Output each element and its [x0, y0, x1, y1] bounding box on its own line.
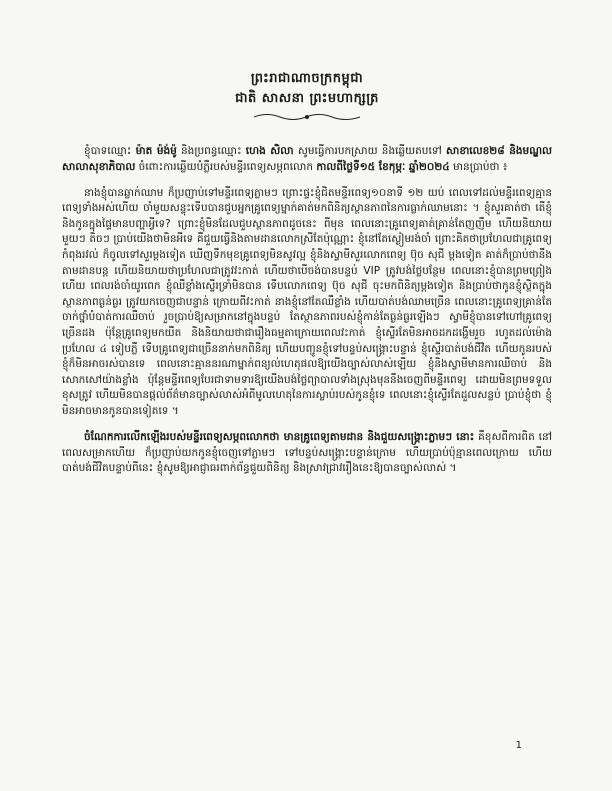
paragraph-2-text: គឺខុសពីការពិត នៅពេលសម្រាកហើយ ក៏ប្រញាប់យកកូនខ្ញុំចេញទៅភ្លាមៗ ទៅបន្ទប់សង្គ្រោះបន្ទាន់ក្រោម ហើយប្រាប់ប៉ុន្មានពេលក្រោយ ហើយបាត់បង់ជីវិតបន្ទាប់ពីនេះ ខ្ញុំសូមឱ្យអាជ្ញាធរពាក់ព័ន្ធជួយពិនិត្យ និងស្រាវជ្រាវរឿងនេះឱ្យបានច្បាស់លាស់ ។ — [62, 431, 552, 475]
page-number: 1 — [515, 740, 522, 751]
intro-lead: ខ្ញុំបាទឈ្មោះ — [84, 145, 132, 157]
spouse-name: ហេង សិលា — [245, 145, 294, 157]
intro-and-spouse: និងប្រពន្ធឈ្មោះ — [181, 145, 242, 157]
intro-paragraph — [62, 144, 552, 175]
intro-regarding: ចំពោះការឆ្លើយបំភ្លឺរបស់មន្ទីរពេទ្យសម្ភពលោក — [138, 160, 314, 173]
body-paragraph-2 — [62, 430, 552, 477]
paragraph-2-heading: ចំណែកការលើកឡើងរបស់មន្ទីរពេទ្យសម្ភពលោកថា មានគ្រូពេទ្យតាមដាន និងជួយសង្គ្រោះភ្លាមៗ នោះ — [84, 431, 475, 444]
kingdom-title: ព្រះរាជាណាចក្រកម្ពុជា — [250, 71, 364, 86]
document-header — [62, 70, 552, 122]
statement-date: កាលពីថ្ងៃទី១៥ ខែកុម្ភៈ ឆ្នាំ២០២៤ — [316, 160, 450, 173]
intro-request: សូមធ្វើការបកស្រាយ និងឆ្លើយតបទៅ — [297, 145, 442, 157]
national-motto: ជាតិ សាសនា ព្រះមហាក្សត្រ — [235, 91, 379, 106]
hospital-name: សាខាលេខ២៨ និងមណ្ឌលសាលាសុខាភិបាល — [62, 145, 553, 173]
ornament-divider-icon — [252, 112, 362, 122]
complainant-name: ម៉ាត ម៉ង់ម៉ូ — [135, 145, 177, 157]
intro-closing: មានប្រាប់ថា ៖ — [453, 160, 508, 173]
body-paragraph-1: នាងខ្ញុំបានឆ្លាក់ឈាម ក៏ប្រញាប់ទៅមន្ទីរពេទ្យភ្លាមៗ ព្រោះផ្ទះខ្ញុំជិតមន្ទីរពេទ្យ១០នាទី ១២ យប់ ពេលទៅដល់មន្ទីរពេទ្យគ្មានពេទ្យទាំងអស់ហើយ ចាំមួយសន្ទុះទើបបានជួបអ្នកគ្រូពេទ្យម្នាក់គាត់មកពិនិត្យស្ថានភាពនៃការធ្លាក់ឈាមនោះ ។ ខ្ញុំសួរគាត់ថា តើខ្ញុំនិងកូនក្នុងផ្ទៃមានបញ្ហាអ្វីទេ? ព្រោះខ្ញុំមិនដែលជួបស្ថានភាពដូចនេះ ពីមុន ពេលនោះគ្រូពេទ្យគាត់គ្រាន់តែញញឹម ហើយនិយាយមួយៗ តិចៗ ប្រាប់យើងថាមិនអីទេ គឺជួយធ្វើនិងតាមដានលោកស្រីតែប៉ុណ្ណោះ ខ្ញុំនៅតែស្ងៀមរង់ចាំ ព្រោះគិតថាប្រហែលជាគ្រូពេទ្យកំពុងរវល់ ក៏ចូលទៅសួរម្ដងទៀត ឃើញទឹកមុខគ្រូពេទ្យមិនសូវល្អ ខ្ញុំនិងស្វាមីសួរលោកពេទ្យ ប៊ុច សុជី ម្តងទៀត គាត់ក៏ប្រាប់ថានឹងតាមដានបន្ត ហើយនិយាយថាប្រហែលជាត្រូវវះកាត់ ហើយថាបើចង់បានបន្ទប់ VIP ត្រូវបង់ថ្លៃបន្ថែម ពេលនោះខ្ញុំបានព្រមព្រៀងហើយ ពេលរង់ចាំយូរពេក ខ្ញុំឈឺខ្លាំងស្ទើរទ្រាំមិនបាន ទើបលោកពេទ្យ ប៊ុច សុជី ចុះមកពិនិត្យម្តងទៀត និងប្រាប់ថាកូនខ្ញុំស្ថិតក្នុងស្ថានភាពធ្ងន់ធ្ងរ ត្រូវយកចេញជាបន្ទាន់ ក្រោយពីវះកាត់ នាងខ្ញុំនៅតែឈឺខ្លាំង ហើយបាត់បង់ឈាមច្រើន ពេលនោះគ្រូពេទ្យគ្រាន់តែចាក់ថ្នាំបំបាត់ការឈឺចាប់ រួចប្រាប់ឱ្យសម្រាកនៅក្នុងបន្ទប់ តែស្ថានភាពរបស់ខ្ញុំកាន់តែធ្ងន់ធ្ងរឡើងៗ ស្វាមីខ្ញុំបានទៅហៅគ្រូពេទ្យច្រើនដង ប៉ុន្តែគ្រូពេទ្យមកយឺត និងនិយាយថាជារឿងធម្មតាក្រោយពេលវះកាត់ ខ្ញុំស្ទើរតែមិនអាចដកដង្ហើមរួច រហូតដល់ម៉ោងប្រហែល ៤ ទៀបភ្លឺ ទើបគ្រូពេទ្យជាច្រើននាក់មកពិនិត្យ ហើយបញ្ជូនខ្ញុំទៅបន្ទប់សង្គ្រោះបន្ទាន់ ខ្ញុំស្ទើរបាត់បង់ជីវិត ហើយកូនរបស់ខ្ញុំក៏មិនអាចរស់បានទេ ពេលនោះគ្មាននរណាម្នាក់ពន្យល់ហេតុផលឱ្យយើងច្បាស់លាស់ឡើយ ខ្ញុំនិងស្វាមីមានការឈឺចាប់ និងសោកសៅយ៉ាងខ្លាំង ប៉ុន្តែមន្ទីរពេទ្យបែរជាទាមទារឱ្យយើងបង់ថ្លៃព្យាបាលទាំងស្រុងមុននឹងចេញពីមន្ទីរពេទ្យ ដោយមិនព្រមទទួលខុសត្រូវ ហើយមិនបានផ្តល់ព័ត៌មានច្បាស់លាស់អំពីមូលហេតុនៃការស្លាប់របស់កូនខ្ញុំទេ ពេលនោះខ្ញុំស្ទើរតែដួលសន្លប់ ប្រាប់ខ្ញុំថា ខ្ញុំមិនអាចមានកូនបានទៀតទេ ។ — [62, 186, 552, 417]
